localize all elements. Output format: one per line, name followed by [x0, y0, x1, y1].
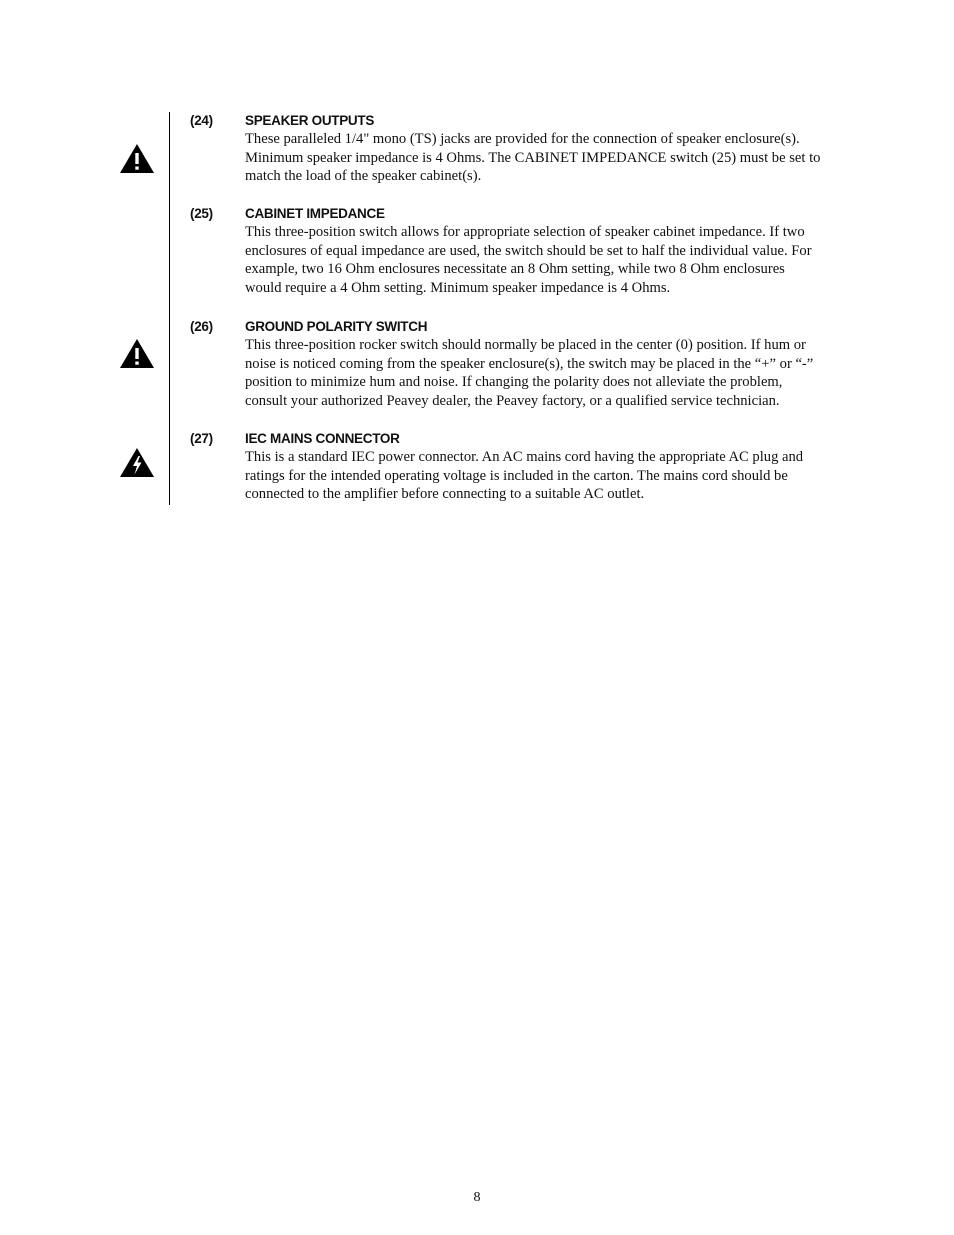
- page-number: 8: [473, 1190, 481, 1205]
- section-number: (26): [190, 319, 213, 334]
- section-title: GROUND POLARITY SWITCH: [245, 319, 428, 334]
- description-line: Minimum speaker impedance is 4 Ohms. The CABINET IMPEDANCE switch (25) must be set to: [245, 149, 821, 166]
- description-line: consult your authorized Peavey dealer, the Peavey factory, or a qualified service technician.: [245, 393, 780, 410]
- description-line: ratings for the intended operating voltage is included in the carton. The mains cord should be: [245, 467, 788, 484]
- description-line: example, two 16 Ohm enclosures necessitate an 8 Ohm setting, while two 8 Ohm enclosures: [245, 261, 785, 278]
- section-speaker-outputs: [190, 111, 870, 186]
- section-description: [245, 336, 870, 411]
- section-iec-mains-connector: [190, 429, 870, 504]
- caution-exclamation-icon: [119, 338, 155, 369]
- description-line: These paralleled 1/4" mono (TS) jacks are provided for the connection of speaker enclosure(s).: [245, 131, 800, 147]
- description-line: This is a standard IEC power connector. An AC mains cord having the appropriate AC plug and: [245, 449, 804, 465]
- description-line: position to minimize hum and noise. If changing the polarity does not alleviate the problem,: [245, 374, 783, 391]
- section-title: IEC MAINS CONNECTOR: [245, 431, 400, 446]
- description-line: This three-position switch allows for appropriate selection of speaker cabinet impedance. If two: [245, 224, 805, 240]
- section-description: [245, 448, 870, 504]
- description-line: noise is noticed coming from the speaker enclosure(s), the switch may be placed in the “+” or “-”: [245, 355, 814, 372]
- description-line: enclosures of equal impedance are used, the switch should be set to half the individual value. For: [245, 242, 812, 259]
- section-description: [245, 223, 870, 298]
- section-number: (25): [190, 206, 213, 221]
- description-line: This three-position rocker switch should normally be placed in the center (0) position. If hum or: [245, 337, 806, 353]
- section-title: CABINET IMPEDANCE: [245, 206, 385, 221]
- section-title: SPEAKER OUTPUTS: [245, 113, 375, 128]
- section-ground-polarity-switch: [190, 317, 870, 411]
- section-number: (24): [190, 113, 213, 128]
- section-description: [245, 130, 870, 186]
- caution-exclamation-icon: [119, 143, 155, 174]
- electrical-shock-icon: [119, 447, 155, 478]
- section-number: (27): [190, 431, 213, 446]
- description-line: would require a 4 Ohm setting. Minimum speaker impedance is 4 Ohms.: [245, 280, 671, 297]
- section-cabinet-impedance: [190, 204, 870, 298]
- description-line: match the load of the speaker cabinet(s).: [245, 168, 482, 185]
- description-line: connected to the amplifier before connecting to a suitable AC outlet.: [245, 486, 645, 503]
- margin-rule: [169, 112, 170, 505]
